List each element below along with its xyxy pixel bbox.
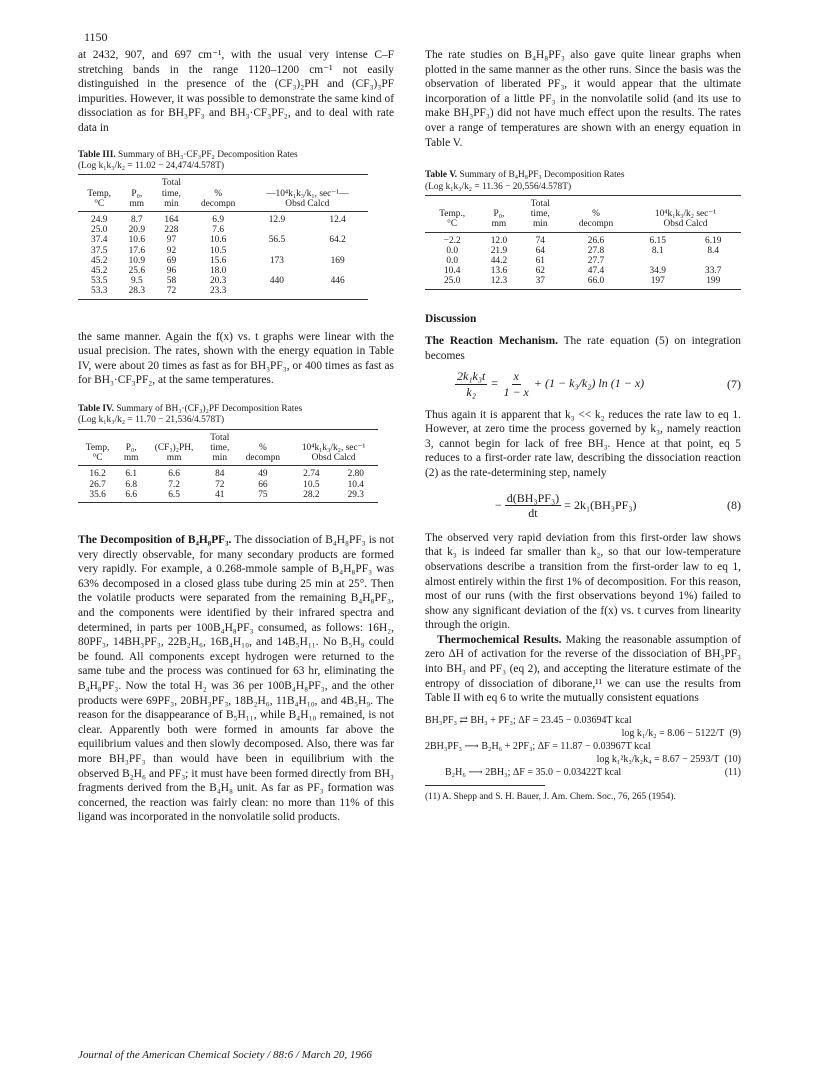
- table-header-cell: mm: [479, 219, 518, 232]
- table-header-cell: Temp,: [85, 443, 110, 453]
- table-header-cell: °C: [78, 453, 117, 466]
- table-header-cell: mm: [145, 453, 203, 466]
- table-cell: 16.2: [89, 469, 106, 480]
- table-4: [78, 404, 394, 503]
- table-row: [78, 211, 368, 225]
- table-cell: 66.0: [562, 276, 630, 289]
- table-header-cell: [78, 175, 120, 189]
- decomposition-text: The dissociation of B₄H₈PF₃ is not very directly observable, for many secondary products are formed very rapidly. For example, a 0.268-mmole sample of B₄H₈PF₃ was 63% decomposed in a closed glass tube during 25 min at 25°. Then the volatile products were separated from the remaining B₄H₈PF₃, and the components were identified by their infrared spectra and determined, in parts per 100B₄H₈PF₃ consumed, as follows: 16H₂, 80PF₃, 14BH₃PF₃, 22B₂H₆, 16B₄H₁₀, and 14B₅H₁₁. No B₅H₉ could be found. All components except hydrogen were returned to the same tube and the process was continued for 63 hr, eliminating the B₄H₈PF₃. Now the total H₂ was 36 per 100B₄H₈PF₃, and the other products were 69PF₃, 20BH₃PF₃, 18B₂H₆, 11B₄H₁₀, and 4B₅H₉. The reason for the disappearance of B₅H₁₁, while B₄H₁₀ remained, is not clear. Apparently both were formed in amounts far above the equilibrium values and then slowly decomposed. Also, there was far more BH₃PF₃ than would have been in equilibrium with the observed B₂H₆ and PF₃; it must have been formed directly from BH₃ fragments derived from the B₄H₈ unit. As far as PF₃ formation was concerned, the reaction was fairly clean: no more than 11% of this ligand was incorporated in the nonvolatile solid products.: [78, 534, 394, 824]
- table-cell: 12.9: [268, 214, 286, 225]
- table-3-caption-eq: (Log k₁k₃/k₂ = 11.02 − 24,474/4.578T): [78, 160, 225, 171]
- table-header-cell: decompn: [562, 219, 630, 232]
- table-cell: 53.5: [91, 276, 108, 287]
- table-header-cell: °C: [78, 199, 120, 212]
- table-cell: 23.3: [190, 286, 247, 299]
- table-cell: 0.0: [446, 245, 459, 256]
- table-cell: 64.2: [329, 235, 346, 246]
- table-cell: 12.3: [479, 276, 518, 289]
- equation-7-number: (7): [727, 377, 741, 392]
- table-header-cell: min: [153, 199, 189, 212]
- left-paragraph-2: the same manner. Again the f(x) vs. t graphs were linear with the usual precision. The rates, shown with the energy equation in Table IV, were about 20 times as fast as for BH₃PF₃, or 400 times as fast as for BH₃·CF₃PF₂, at the same temperatures.: [78, 330, 394, 387]
- table-header-cell: Temp.,: [439, 209, 466, 220]
- table-row: [78, 466, 378, 480]
- table-cell: 17.6: [128, 245, 145, 256]
- table-header-cell: Temp,: [87, 188, 111, 199]
- table-cell: 97: [166, 235, 177, 246]
- table-cell: 6.6: [168, 469, 180, 480]
- table-cell: 26.6: [587, 235, 605, 246]
- table-cell: 56.5: [268, 235, 286, 246]
- table-header-cell: [145, 429, 203, 443]
- thermo-heading: Thermochemical Results.: [437, 633, 562, 646]
- table-header-cell: [120, 175, 153, 189]
- equation-7: $\frac{\text{2k₁k₃t}}{\text{k₂}}$ = $\frac{x}{1 - x}$ + (1 − k₃/k₂) ln (1 − x) (7): [457, 369, 741, 399]
- table-cell: 164: [164, 214, 179, 225]
- table-cell: [247, 246, 308, 256]
- table-cell: 10.6: [128, 235, 145, 246]
- table-cell: [307, 225, 368, 235]
- table-cell: 28.2: [289, 490, 333, 503]
- right-paragraph-1: The rate studies on B₄H₈PF₃ also gave quite linear graphs when plotted in the same manner as the other runs. Since the basis was the observation of liberated PF₃, it would appear that the ultimate incorporation of a little PF₃ in the nonvolatile solid (and its use to make BH₃PF₃) did not have much effect upon the results. The rates over a range of temperatures are shown with an energy equation in Table V.: [425, 49, 741, 149]
- table-cell: 29.3: [334, 490, 378, 503]
- table-cell: 10.6: [209, 235, 227, 246]
- table-row: [78, 246, 368, 256]
- table-header-cell: [479, 195, 518, 209]
- table-cell: [307, 246, 368, 256]
- table-cell: 8.7: [130, 214, 143, 225]
- table-cell: 49: [258, 469, 268, 480]
- table-row: [78, 286, 368, 299]
- table-cell: 6.1: [125, 469, 138, 480]
- table-cell: 33.7: [705, 266, 722, 277]
- table-header-cell: 10⁴k₁k₃/k₂, sec⁻¹: [301, 443, 366, 453]
- journal-footer: Journal of the American Chemical Society / 88:6 / March 20, 1966: [78, 1049, 372, 1061]
- table-header-cell: [247, 175, 368, 189]
- table-cell: 96: [166, 266, 177, 276]
- table-header-cell: time,: [530, 209, 550, 220]
- table-cell: 35.6: [78, 490, 117, 503]
- table-cell: 10.4: [443, 266, 461, 277]
- table-cell: 47.4: [587, 266, 605, 277]
- footnote-11: (11) A. Shepp and S. H. Bauer, J. Am. Chem. Soc., 76, 265 (1954).: [425, 791, 676, 802]
- table-header-cell: time,: [161, 188, 181, 199]
- table-cell: [247, 266, 308, 276]
- table-cell: 27.8: [587, 245, 605, 256]
- table-cell: 6.8: [125, 479, 138, 490]
- table-header-cell: —10⁴k₁k₃/k₁, sec⁻¹—: [266, 188, 349, 199]
- table-row: [78, 276, 368, 286]
- table-5-caption: Table V. Summary of B₄H₈PF₃ Decomposition Rates: [425, 170, 625, 181]
- table-header-cell: Obsd Calcd: [630, 219, 741, 232]
- table-cell: 25.6: [128, 266, 145, 276]
- table-row: [78, 256, 368, 266]
- table-cell: 74: [535, 235, 545, 246]
- table-cell: 8.1: [651, 245, 664, 256]
- table-cell: 15.6: [209, 255, 227, 266]
- table-header-cell: decompn: [237, 453, 290, 466]
- table-row: [425, 276, 741, 289]
- reaction-10-log: log k₁²k₃/k₂k₄ = 8.67 − 2593/T (10): [596, 753, 741, 765]
- table-cell: 45.2: [91, 266, 108, 276]
- table-cell: 61: [535, 255, 545, 266]
- mechanism-paragraph: [425, 334, 741, 363]
- table-cell: 6.5: [145, 490, 203, 503]
- table-cell: 69: [166, 255, 177, 266]
- table-cell: 8.4: [707, 245, 720, 256]
- table-cell: 64: [535, 245, 545, 256]
- table-header-cell: %: [592, 209, 600, 220]
- reaction-9-log: log k₁/k₂ = 8.06 − 5122/T (9): [621, 727, 741, 739]
- table-cell: 7.6: [212, 225, 224, 236]
- table-cell: 37: [519, 276, 563, 289]
- table-cell: 12.4: [329, 214, 346, 225]
- table-cell: 92: [166, 245, 177, 256]
- table-cell: 197: [630, 276, 685, 289]
- table-cell: −2.2: [443, 235, 461, 246]
- table-header-cell: time,: [210, 443, 230, 453]
- table-cell: 199: [685, 276, 741, 289]
- table-header-cell: Total: [153, 175, 189, 189]
- table-cell: 45.2: [91, 255, 108, 266]
- table-header-cell: [237, 429, 290, 443]
- table-cell: 446: [330, 276, 345, 287]
- table-5: [425, 170, 741, 289]
- table-cell: 2.74: [303, 469, 320, 480]
- left-column: [78, 48, 394, 825]
- table-cell: 173: [269, 255, 284, 266]
- thermo-text: Making the reasonable assumption of zero ΔH of activation for the reverse of the dissociation of BH₃PF₃ into BH₃ and PF₃ (eq 2), and accepting the literature estimate of the entropy of dissociation of diborane,¹¹ we can use the results from Table II with eq 6 to write the mutually consistent equations: [425, 633, 741, 705]
- table-header-cell: P₀,: [131, 188, 143, 199]
- table-header-cell: %: [259, 443, 267, 453]
- table-header-cell: Obsd Calcd: [247, 199, 368, 212]
- right-paragraph-2: Thus again it is apparent that k₃ << k₂ reduces the rate law to eq 1. However, at zero time the process governed by k₃, namely reaction 3, cannot begin for lack of free BH₃. Hence at that point, eq 5 reduces to a first-order rate law, describing the dissociation reaction (2) as the rate-determining step, namely: [425, 408, 741, 479]
- table-cell: [307, 286, 368, 299]
- table-4-caption-eq: (Log k₁k₃/k₂ = 11.70 − 21,536/4.578T): [78, 415, 225, 426]
- table-cell: [630, 256, 685, 266]
- table-cell: 25.0: [91, 225, 108, 236]
- table-header-cell: %: [214, 188, 223, 199]
- table-cell: 25.0: [425, 276, 479, 289]
- table-cell: 72: [153, 286, 189, 299]
- table-header-cell: P₀,: [125, 443, 137, 453]
- table-cell: 10.5: [209, 245, 227, 256]
- table-header-cell: [630, 195, 741, 209]
- table-cell: 12.0: [490, 235, 508, 246]
- table-row: [425, 232, 741, 246]
- table-header-cell: mm: [117, 453, 145, 466]
- table-cell: 0.0: [446, 255, 459, 266]
- table-5-grid: [425, 195, 741, 290]
- table-cell: 41: [203, 490, 237, 503]
- right-paragraph-3: The observed very rapid deviation from this first-order law shows that k₃ is indeed far smaller than k₂, so that our low-temperature observations describe a transition from the first-order law to eq 1, almost entirely within the first 1% of decomposition. For this reason, most of our runs (with the first observations beyond 1%) failed to show any significant deviation of the f(x) vs. t curves from linearity through the origin.: [425, 531, 741, 632]
- thermo-paragraph: [425, 633, 741, 706]
- equation-8: − $\frac{\text{d(BH₃PF₃)}}{dt}$ = 2k₁(BH₃PF₃) (8): [495, 490, 741, 521]
- table-cell: 34.9: [649, 266, 666, 277]
- table-cell: 2.80: [347, 469, 364, 480]
- table-cell: 20.3: [209, 276, 227, 287]
- table-cell: 6.9: [212, 214, 224, 225]
- table-row: [78, 490, 378, 503]
- table-cell: 72: [215, 479, 225, 490]
- table-cell: 18.0: [209, 266, 227, 276]
- table-cell: 10.5: [303, 479, 320, 490]
- table-cell: 440: [269, 276, 284, 287]
- mechanism-heading: The Reaction Mechanism.: [425, 335, 558, 348]
- table-3-caption: Table III. Summary of BH₃·CF₃PF₂ Decomposition Rates: [78, 149, 298, 160]
- table-cell: 20.9: [128, 225, 145, 236]
- table-header-cell: Total: [519, 195, 563, 209]
- table-cell: [247, 225, 308, 235]
- discussion-heading: Discussion: [425, 312, 477, 325]
- table-cell: 66: [258, 479, 268, 490]
- table-cell: [307, 266, 368, 276]
- table-cell: 27.7: [587, 255, 605, 266]
- mechanism-text: The rate equation (5) on integration becomes: [425, 335, 741, 362]
- table-header-cell: °C: [425, 219, 479, 232]
- table-header-cell: [289, 429, 378, 443]
- table-cell: 44.2: [490, 255, 508, 266]
- decomposition-heading: The Decomposition of B₄H₈PF₃.: [78, 534, 232, 547]
- table-cell: 37.4: [91, 235, 108, 246]
- page-number: 1150: [84, 30, 108, 44]
- table-3-grid: [78, 174, 368, 299]
- table-cell: 28.3: [120, 286, 153, 299]
- table-cell: 24.9: [91, 214, 108, 225]
- table-4-caption: Table IV. Summary of BH₃·(CF₃)₂PF Decomposition Rates: [78, 403, 303, 414]
- table-5-caption-eq: (Log k₁k₃/k₂ = 11.36 − 20,556/4.578T): [425, 181, 572, 192]
- table-cell: 10.9: [128, 255, 145, 266]
- table-header-cell: min: [203, 453, 237, 466]
- table-row: [78, 235, 368, 245]
- table-header-cell: Obsd Calcd: [289, 453, 378, 466]
- table-cell: 26.7: [89, 479, 106, 490]
- table-cell: 53.3: [78, 286, 120, 299]
- table-header-cell: 10⁴k₁k₃/k₂ sec⁻¹: [654, 209, 717, 220]
- table-row: [78, 225, 368, 235]
- table-header-cell: mm: [120, 199, 153, 212]
- table-cell: 21.9: [490, 245, 508, 256]
- table-header-cell: [425, 195, 479, 209]
- left-paragraph-1: at 2432, 907, and 697 cm⁻¹, with the usual very intense C–F stretching bands in the range 1120–1200 cm⁻¹ not easily distinguished in the presence of the (CF₃)₂PH and (CF₃)₃PF impurities. However, it was possible to demonstrate the same kind of dissociation as for BH₃PF₃ and BH₃·CF₃PF₂, and to deal with rate data in: [78, 49, 394, 134]
- table-row: [425, 256, 741, 266]
- table-cell: [247, 286, 308, 299]
- table-header-cell: min: [519, 219, 563, 232]
- table-header-cell: [190, 175, 247, 189]
- table-cell: 6.19: [705, 235, 722, 246]
- table-cell: 9.5: [130, 276, 143, 287]
- table-cell: 13.6: [490, 266, 508, 277]
- table-cell: 10.4: [347, 479, 364, 490]
- table-cell: 228: [164, 225, 179, 236]
- footnote-rule: [425, 785, 545, 786]
- table-header-cell: P₀,: [493, 209, 505, 220]
- table-cell: 7.2: [168, 479, 180, 490]
- reaction-11: B₂H₆ ⟶ 2BH₃; ΔF = 35.0 − 0.03422T kcal (11): [445, 766, 741, 778]
- left-paragraph-3: [78, 533, 394, 825]
- table-header-cell: Total: [203, 429, 237, 443]
- table-cell: 75: [237, 490, 290, 503]
- table-cell: 169: [330, 255, 345, 266]
- table-cell: 84: [215, 469, 225, 480]
- table-cell: 6.15: [649, 235, 666, 246]
- table-header-cell: (CF₃)₂PH,: [154, 443, 194, 453]
- table-cell: [685, 256, 741, 266]
- right-column: [425, 48, 741, 804]
- table-cell: 62: [535, 266, 545, 277]
- table-header-cell: [562, 195, 630, 209]
- table-cell: 6.6: [117, 490, 145, 503]
- reaction-10: 2BH₃PF₃ ⟶ B₂H₆ + 2PF₃; ΔF = 11.87 − 0.03967T kcal: [425, 740, 651, 752]
- table-3: [78, 150, 394, 300]
- table-header-cell: decompn: [190, 199, 247, 212]
- table-header-cell: [78, 429, 117, 443]
- reaction-9: BH₃PF₃ ⇄ BH₃ + PF₃; ΔF = 23.45 − 0.03694T kcal: [425, 714, 632, 726]
- table-row: [425, 246, 741, 256]
- table-row: [425, 266, 741, 276]
- table-4-grid: [78, 429, 378, 503]
- reaction-equations: [425, 714, 741, 779]
- table-header-cell: [117, 429, 145, 443]
- equation-8-number: (8): [727, 498, 741, 513]
- table-row: [78, 480, 378, 490]
- table-row: [78, 266, 368, 276]
- table-cell: 58: [166, 276, 177, 287]
- table-cell: 37.5: [91, 245, 108, 256]
